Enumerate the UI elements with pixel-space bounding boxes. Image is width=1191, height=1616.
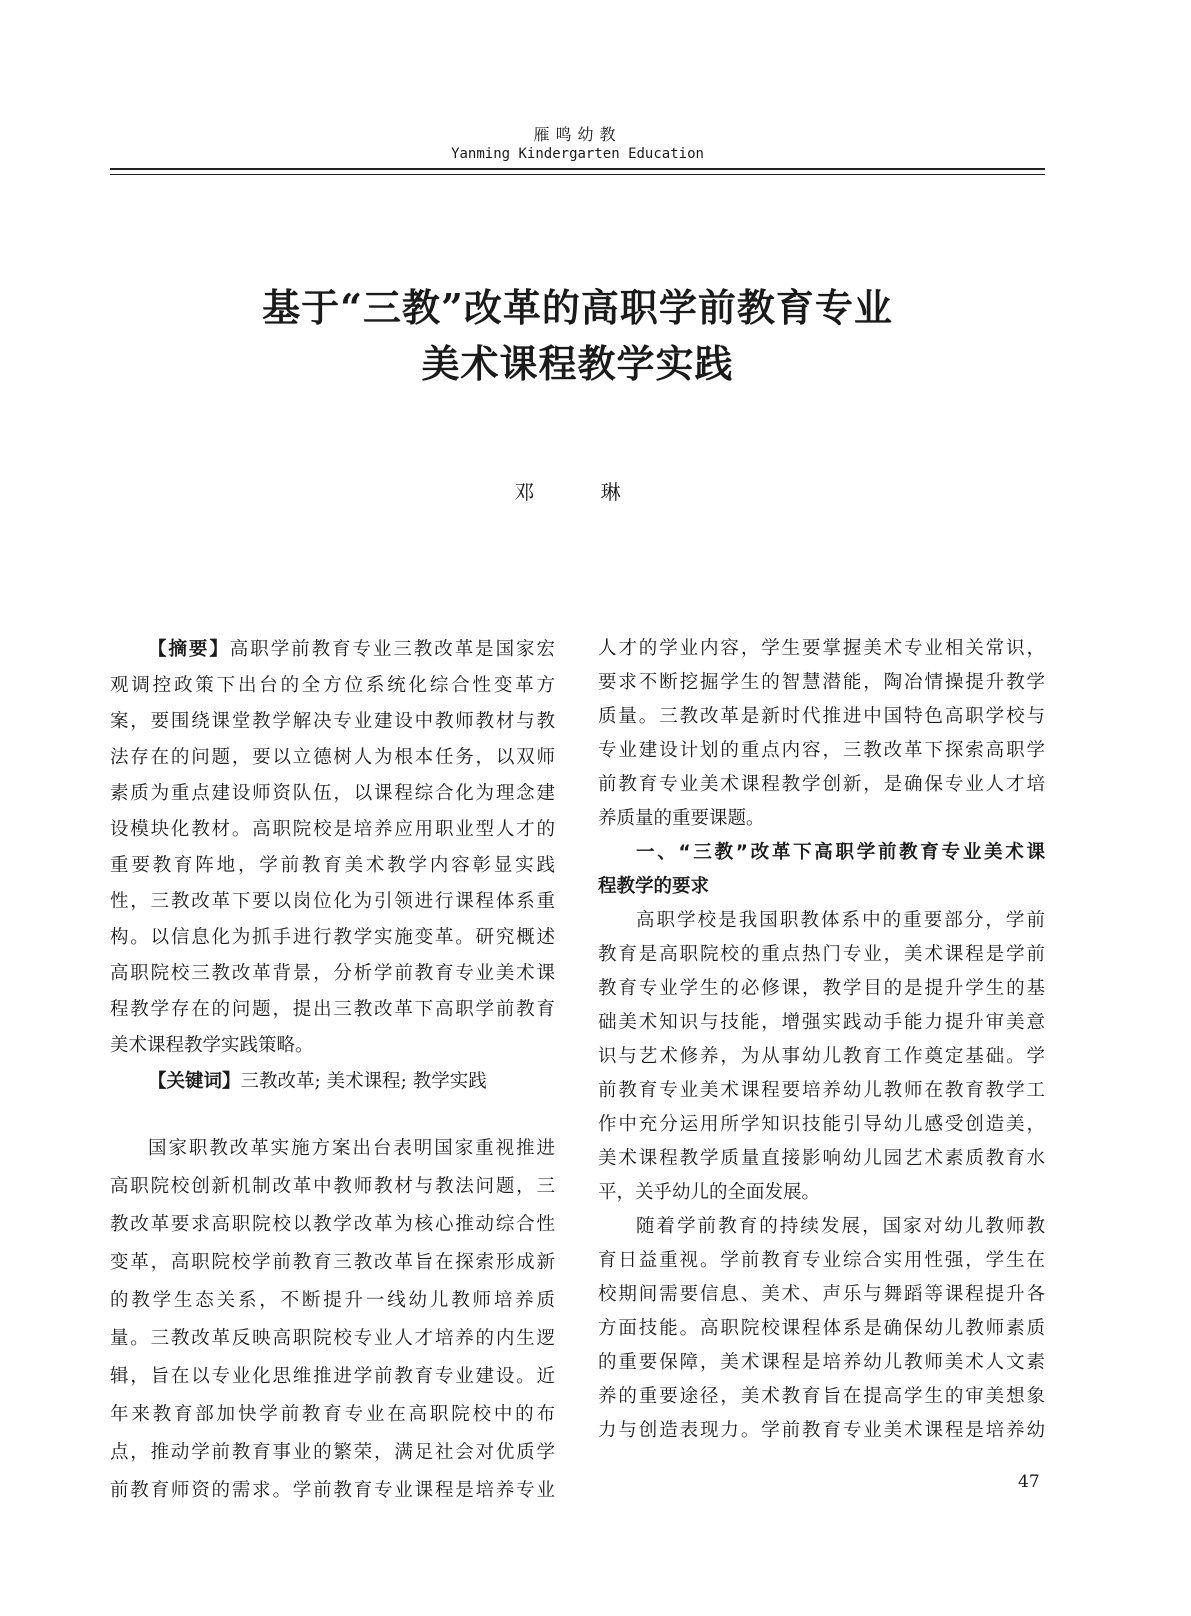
line-text: 国家职教改革实施方案出台表明国家重视推进: [148, 1138, 555, 1159]
line-text: 作中充分运用所学知识技能引导幼儿感受创造美，: [598, 1114, 1045, 1135]
right-column: [598, 632, 1045, 1448]
text-line: [110, 956, 555, 992]
text-line: [598, 1244, 1045, 1278]
text-line: [110, 1396, 555, 1434]
text-line: [598, 972, 1045, 1006]
paragraph: [598, 1210, 1045, 1448]
text-line: [598, 1414, 1045, 1448]
line-text: 前教育专业美术课程要培养幼儿教师在教育教学工: [598, 1080, 1045, 1101]
line-text: 程教学存在的问题，提出三教改革下高职学前教育: [110, 999, 555, 1020]
line-text: 案，要围绕课堂教学解决专业建设中教师教材与教: [110, 711, 555, 732]
line-text: 法存在的问题，要以立德树人为根本任务，以双师: [110, 747, 555, 768]
text-line: [598, 700, 1045, 734]
text-line: [110, 884, 555, 920]
line-text: 性，三教改革下要以岗位化为引领进行课程体系重: [110, 891, 555, 912]
line-text: 量。三教改革反映高职院校专业人才培养的内生逻: [110, 1328, 555, 1349]
line-text: 校期间需要信息、美术、声乐与舞蹈等课程提升各: [598, 1284, 1045, 1305]
text-line: [598, 1278, 1045, 1312]
line-text: 随着学前教育的持续发展，国家对幼儿教师教: [636, 1216, 1045, 1237]
line-text: 辑，旨在以专业化思维推进学前教育专业建设。近: [110, 1366, 555, 1387]
journal-name-en: Yanming Kindergarten Education: [451, 146, 704, 162]
text-line: [598, 734, 1045, 768]
title-line-1: 基于“三教”改革的高职学前教育专业: [262, 285, 893, 330]
text-line: [598, 1346, 1045, 1380]
text-line: [598, 768, 1045, 802]
text-line: [598, 1380, 1045, 1414]
text-line: [110, 1244, 555, 1282]
text-line: [598, 666, 1045, 700]
title-line-2: 美术课程教学实践: [421, 341, 734, 386]
paragraph: [598, 904, 1045, 1210]
line-text: 设模块化教材。高职院校是培养应用职业型人才的: [110, 819, 555, 840]
line-text: 前教育专业美术课程教学创新，是确保专业人才培: [598, 774, 1045, 795]
text-line: [110, 1472, 555, 1510]
line-text: 养的重要途径，美术教育旨在提高学生的审美想象: [598, 1386, 1045, 1407]
line-text: 点，推动学前教育事业的繁荣，满足社会对优质学: [110, 1442, 555, 1463]
line-text: 年来教育部加快学前教育专业在高职院校中的布: [110, 1404, 555, 1425]
line-text: 美术课程教学实践策略。: [110, 1035, 314, 1056]
text-line: [110, 1434, 555, 1472]
text-line: [598, 1312, 1045, 1346]
text-line: [110, 1358, 555, 1396]
line-text: 教育专业学生的必修课，教学目的是提升学生的基: [598, 978, 1045, 999]
text-line: [598, 1040, 1045, 1074]
intro-paragraph: [110, 1130, 555, 1510]
header-rule-thin: [110, 174, 1045, 175]
line-text: 养质量的重要课题。: [598, 808, 765, 829]
header-rule-thick: [110, 168, 1045, 170]
text-line: [110, 1206, 555, 1244]
line-text: 的重要保障，美术课程是培养幼儿教师美术人文素: [598, 1352, 1045, 1373]
abstract: [110, 632, 555, 1064]
text-line: [598, 802, 1045, 836]
text-line: [110, 704, 555, 740]
line-text: 高职院校创新机制改革中教师教材与教法问题，三: [110, 1176, 555, 1197]
line-text: 要求不断挖掘学生的智慧潜能，陶冶情操提升教学: [598, 672, 1045, 693]
journal-name-cn: 雁鸣幼教: [533, 125, 622, 144]
text-line: [598, 904, 1045, 938]
line-text: 教育是高职院校的重点热门专业，美术课程是学前: [598, 944, 1045, 965]
line-text: 程教学的要求: [598, 876, 710, 897]
keywords: [110, 1064, 555, 1100]
abstract-label: 【摘要】: [148, 639, 230, 660]
text-line: [110, 1130, 555, 1168]
keywords-text: 三教改革; 美术课程; 教学实践: [240, 1071, 487, 1092]
line-text: 美术课程教学质量直接影响幼儿园艺术素质教育水: [598, 1148, 1045, 1169]
line-text: 础美术知识与技能，增强实践动手能力提升审美意: [598, 1012, 1045, 1033]
text-line: [110, 920, 555, 956]
line-text: 高职学校是我国职教体系中的重要部分，学前: [636, 910, 1045, 931]
text-line: [110, 776, 555, 812]
text-line: [598, 1074, 1045, 1108]
text-line: [598, 938, 1045, 972]
section-heading-1: [598, 836, 1045, 904]
line-text: 高职院校三教改革背景，分析学前教育专业美术课: [110, 963, 555, 984]
line-text: 质量。三教改革是新时代推进中国特色高职学校与: [598, 706, 1045, 727]
line-text: 高职学前教育专业三教改革是国家宏: [229, 639, 555, 660]
text-line: [598, 1210, 1045, 1244]
keywords-label: 【关键词】: [148, 1071, 241, 1092]
line-text: 专业建设计划的重点内容，三教改革下探索高职学: [598, 740, 1045, 761]
line-text: 平，关乎幼儿的全面发展。: [598, 1182, 821, 1203]
line-text: 识与艺术修养，为从事幼儿教育工作奠定基础。学: [598, 1046, 1045, 1067]
text-line: [110, 812, 555, 848]
text-line: [110, 1168, 555, 1206]
text-line: [598, 1108, 1045, 1142]
text-line: [110, 668, 555, 704]
text-line: [110, 1028, 555, 1064]
paragraph: [598, 632, 1045, 836]
line-text: 变革，高职院校学前教育三教改革旨在探索形成新: [110, 1252, 555, 1273]
text-line: [598, 870, 1045, 904]
text-line: [598, 1006, 1045, 1040]
author: 邓 琳: [514, 480, 641, 504]
text-line: [110, 740, 555, 776]
text-line: [110, 1282, 555, 1320]
line-text: 人才的学业内容，学生要掌握美术专业相关常识，: [598, 638, 1045, 659]
line-text: 构。以信息化为抓手进行教学实施变革。研究概述: [110, 927, 555, 948]
text-line: [598, 632, 1045, 666]
line-text: 的教学生态关系，不断提升一线幼儿教师培养质: [110, 1290, 555, 1311]
text-line: [110, 1320, 555, 1358]
left-column: [110, 632, 555, 1510]
text-line: [110, 632, 555, 668]
text-line: [598, 836, 1045, 870]
line-text: 力与创造表现力。学前教育专业美术课程是培养幼: [598, 1420, 1045, 1441]
text-line: [110, 992, 555, 1028]
text-line: [598, 1142, 1045, 1176]
text-line: [598, 1176, 1045, 1210]
line-text: 素质为重点建设师资队伍，以课程综合化为理念建: [110, 783, 555, 804]
line-text: 前教育师资的需求。学前教育专业课程是培养专业: [110, 1480, 555, 1501]
line-text: 育日益重视。学前教育专业综合实用性强，学生在: [598, 1250, 1045, 1271]
line-text: 方面技能。高职院校课程体系是确保幼儿教师素质: [598, 1318, 1045, 1339]
paper-title: [0, 280, 1155, 392]
line-text: 教改革要求高职院校以教学改革为核心推动综合性: [110, 1214, 555, 1235]
page-number: 47: [1018, 1472, 1040, 1492]
line-text: 一、“三教”改革下高职学前教育专业美术课: [636, 842, 1045, 863]
line-text: 观调控政策下出台的全方位系统化综合性变革方: [110, 675, 555, 696]
text-line: [110, 848, 555, 884]
line-text: 重要教育阵地，学前教育美术教学内容彰显实践: [110, 855, 555, 876]
